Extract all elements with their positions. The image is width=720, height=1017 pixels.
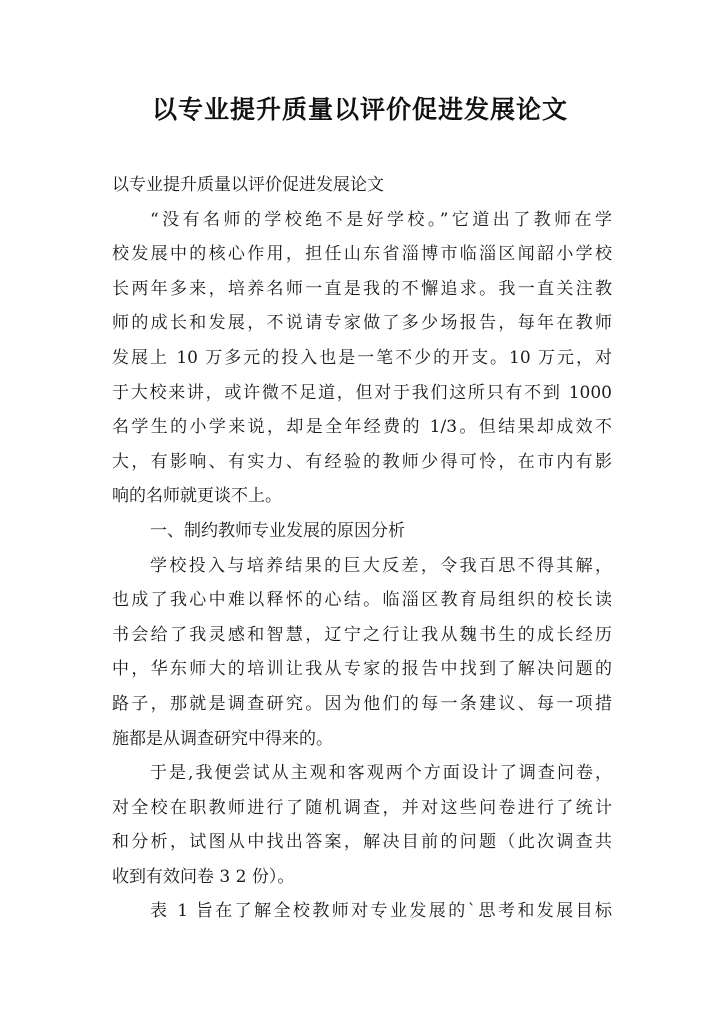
text-line: 响的名师就更谈不上。 bbox=[112, 486, 282, 507]
text-line: 学校投入与培养结果的巨大反差，令我百思不得其解， bbox=[150, 555, 612, 576]
text-line: 大，有影响、有实力、有经验的教师少得可怜，在市内有影 bbox=[112, 451, 612, 472]
text-line: 路子，那就是调查研究。因为他们的每一条建议、每一项措 bbox=[112, 693, 612, 714]
text-line: 表 1 旨在了解全校教师对专业发展的`思考和发展目标 bbox=[150, 901, 612, 922]
document-body bbox=[112, 168, 612, 929]
text-line: 于大校来讲，或许微不足道，但对于我们这所只有不到 1000 bbox=[112, 382, 612, 403]
text-line: 收到有效问卷 3 2 份）。 bbox=[112, 866, 295, 887]
text-line: 名学生的小学来说，却是全年经费的 1/3。但结果却成效不 bbox=[112, 417, 612, 438]
text-line: 校发展中的核心作用，担任山东省淄博市临淄区闻韶小学校 bbox=[112, 244, 612, 265]
text-line: 书会给了我灵感和智慧，辽宁之行让我从魏书生的成长经历 bbox=[112, 624, 612, 645]
text-line: 以专业提升质量以评价促进发展论文 bbox=[112, 175, 384, 195]
text-line: 于是,我便尝试从主观和客观两个方面设计了调查问卷， bbox=[150, 763, 612, 784]
text-line: 对全校在职教师进行了随机调查，并对这些问卷进行了统计 bbox=[112, 797, 612, 818]
text-line: 也成了我心中难以释怀的心结。临淄区教育局组织的校长读 bbox=[112, 590, 612, 611]
text-line: 一、制约教师专业发展的原因分析 bbox=[150, 520, 405, 541]
text-line: 师的成长和发展，不说请专家做了多少场报告，每年在教师 bbox=[112, 313, 612, 334]
text-line: “没有名师的学校绝不是好学校。”它道出了教师在学 bbox=[150, 209, 612, 230]
text-line: 发展上 10 万多元的投入也是一笔不少的开支。10 万元，对 bbox=[112, 347, 612, 368]
text-line: 长两年多来，培养名师一直是我的不懈追求。我一直关注教 bbox=[112, 278, 612, 299]
text-line: 中，华东师大的培训让我从专家的报告中找到了解决问题的 bbox=[112, 659, 612, 680]
text-line: 和分析，试图从中找出答案，解决目前的问题（此次调查共 bbox=[112, 832, 612, 853]
document-title: 以专业提升质量以评价促进发展论文 bbox=[151, 95, 568, 124]
text-line: 施都是从调查研究中得来的。 bbox=[112, 728, 333, 749]
